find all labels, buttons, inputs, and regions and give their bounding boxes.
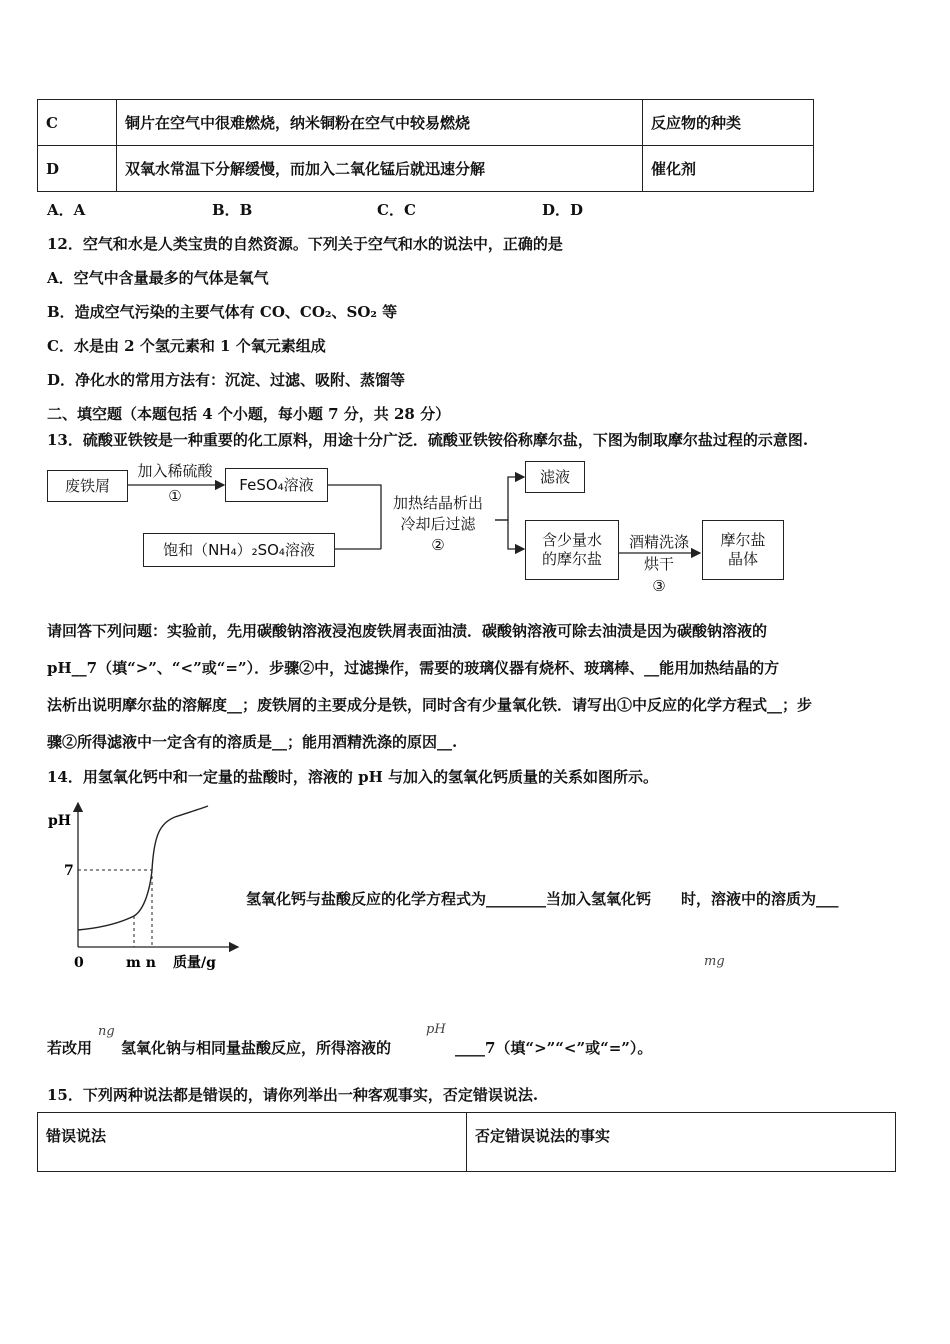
q15-stem: 15．下列两种说法都是错误的，请你列举出一种客观事实，否定错误说法. xyxy=(47,1086,539,1104)
q14-stem: 14．用氢氧化钙中和一定量的盐酸时，溶液的 pH 与加入的氢氧化钙质量的关系如图所示。 xyxy=(47,768,658,786)
step2-label-2: 冷却后过滤 xyxy=(400,515,476,533)
q13-para-2: pH__7（填“>”、“<”或“=”）．步骤②中，过滤操作，需要的玻璃仪器有烧杯、玻璃棒、__能用加热结晶的方 xyxy=(47,659,780,677)
arrow-wet-salt xyxy=(495,520,524,549)
q12-option-b: B．造成空气污染的主要气体有 CO、CO₂、SO₂ 等 xyxy=(47,303,398,321)
x-axis-label: 质量/g xyxy=(173,955,216,971)
crystal-line1: 摩尔盐 xyxy=(720,531,766,549)
box-mohr-salt-crystal xyxy=(702,520,784,580)
q13-para-3: 法析出说明摩尔盐的溶解度__；废铁屑的主要成分是铁，同时含有少量氧化铁．请写出①中反应的化学方程式__；步 xyxy=(47,696,813,714)
q15-table xyxy=(37,1112,896,1172)
option-cell: D xyxy=(38,146,117,192)
factor-cell: 催化剂 xyxy=(643,146,814,192)
phenomenon-cell: 铜片在空气中很难燃烧，纳米铜粉在空气中较易燃烧 xyxy=(117,100,643,146)
choice-b: B．B xyxy=(212,201,253,219)
q12-option-d: D．净化水的常用方法有：沉淀、过滤、吸附、蒸馏等 xyxy=(47,371,406,389)
choice-a: A．A xyxy=(47,201,86,219)
ph-symbol: pH xyxy=(426,1022,446,1037)
y-tick-7: 7 xyxy=(64,863,74,879)
q12-option-c: C．水是由 2 个氢元素和 1 个氧元素组成 xyxy=(47,337,326,355)
phenomenon-cell: 双氧水常温下分解缓慢，而加入二氧化锰后就迅速分解 xyxy=(117,146,643,192)
crystal-line2: 晶体 xyxy=(727,550,758,568)
section-heading: 二、填空题（本题包括 4 个小题，每小题 7 分，共 28 分） xyxy=(47,405,451,423)
q12-stem: 12．空气和水是人类宝贵的自然资源。下列关于空气和水的说法中，正确的是 xyxy=(47,235,563,253)
factor-cell: 反应物的种类 xyxy=(643,100,814,146)
connector-feso4 xyxy=(327,485,381,549)
ph-curve xyxy=(78,806,208,930)
box-feso4: FeSO₄溶液 xyxy=(225,468,328,502)
step3-label-2: 烘干 xyxy=(643,555,674,573)
q13-stem: 13．硫酸亚铁铵是一种重要的化工原料，用途十分广泛．硫酸亚铁铵俗称摩尔盐，下图为制取摩尔盐过程的示意图. xyxy=(47,431,809,449)
ng-symbol: ng xyxy=(98,1024,115,1039)
q14-line2-b: 氢氧化钠与相同量盐酸反应，所得溶液的 xyxy=(121,1039,392,1057)
wet-salt-line1: 含少量水 xyxy=(541,531,602,549)
box-filtrate: 滤液 xyxy=(525,461,585,493)
x-ticks-mn: m n xyxy=(126,955,156,971)
step2-number: ② xyxy=(431,536,445,554)
wet-salt-line2: 的摩尔盐 xyxy=(541,550,602,568)
q13-para-4: 骤②所得滤液中一定含有的溶质是__；能用酒精洗涤的原因__. xyxy=(47,733,458,751)
origin-label: 0 xyxy=(74,955,84,971)
step3-number: ③ xyxy=(652,577,666,595)
choice-c: C．C xyxy=(377,201,416,219)
choice-d: D．D xyxy=(542,201,584,219)
q14-line2-c: ____7（填“>”“<”或“=”）。 xyxy=(455,1039,653,1057)
step3-label-1: 酒精洗涤 xyxy=(628,533,689,551)
ph-graph xyxy=(40,795,250,980)
option-cell: C xyxy=(38,100,117,146)
box-iron-scrap: 废铁屑 xyxy=(47,470,128,502)
q14-line2-a: 若改用 xyxy=(47,1039,93,1057)
mg-symbol: mg xyxy=(704,954,725,969)
box-wet-mohr-salt xyxy=(525,520,619,580)
step2-label-1: 加热结晶析出 xyxy=(392,494,483,512)
q12-option-a: A．空气中含量最多的气体是氧气 xyxy=(47,269,269,287)
arrow-filtrate xyxy=(495,477,524,520)
y-axis-label: pH xyxy=(48,813,72,829)
q13-para-1: 请回答下列问题：实验前，先用碳酸钠溶液浸泡废铁屑表面油渍．碳酸钠溶液可除去油渍是因为碳酸钠溶液的 xyxy=(47,622,768,640)
step1-label: 加入稀硫酸 xyxy=(137,462,213,480)
step1-number: ① xyxy=(168,487,182,505)
col-refuting-fact: 否定错误说法的事实 xyxy=(467,1113,896,1172)
q14-side-text: 氢氧化钙与盐酸反应的化学方程式为________当加入氢氧化钙 时，溶液中的溶质为___ xyxy=(246,890,839,908)
table-row xyxy=(38,1113,896,1172)
box-ammonium-sulfate: 饱和（NH₄）₂SO₄溶液 xyxy=(143,533,335,567)
col-wrong-statement: 错误说法 xyxy=(38,1113,467,1172)
